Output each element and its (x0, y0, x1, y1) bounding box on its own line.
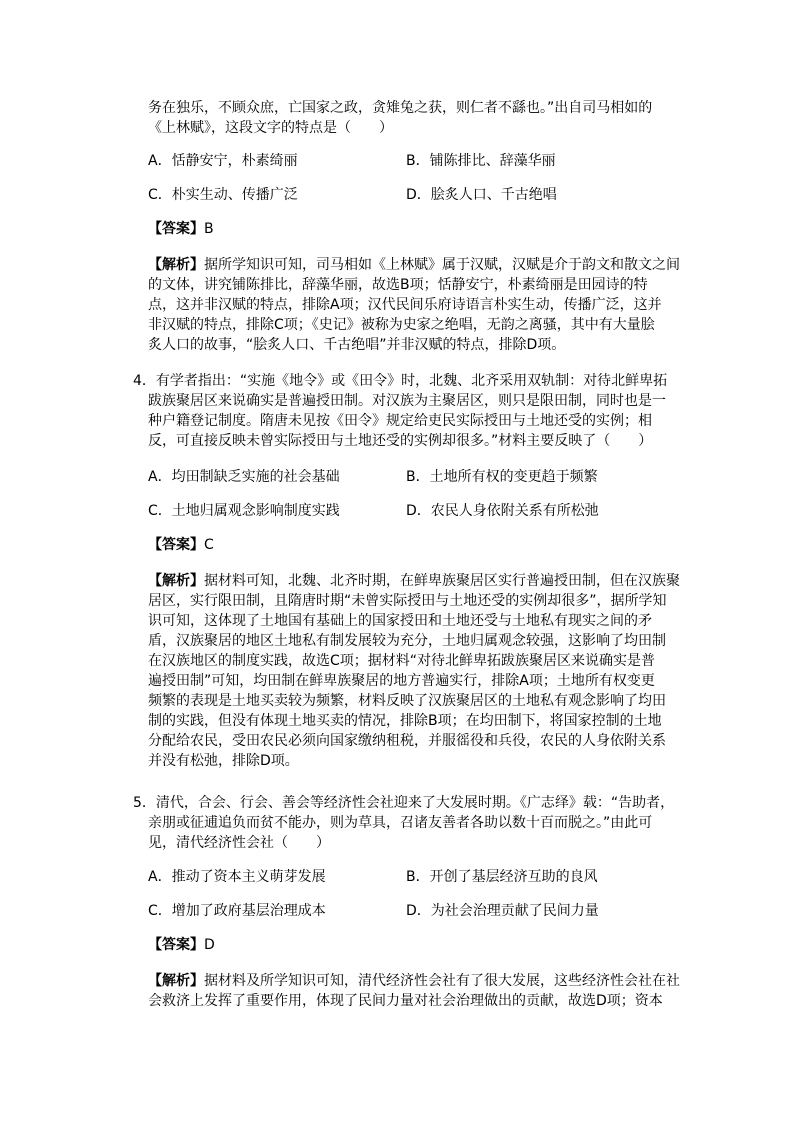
analysis-line: 居区，实行限田制，且隋唐时期“未曾实际授田与土地还受的实例却很多”，据所学知 (148, 593, 667, 609)
analysis-tag: 【解析】 (148, 257, 204, 273)
analysis-line: 点，这并非汉赋的特点，排除A项；汉代民间乐府诗语言朴实生动，传播广泛，这并 (148, 297, 662, 313)
stem-line: 种户籍登记制度。隋唐未见按《田令》规定给吏民实际授田与土地还受的实例；相 (148, 413, 652, 429)
stem-line: 跋族聚居区来说确实是普遍授田制。对汉族为主聚居区，则只是限田制，同时也是一 (148, 393, 666, 409)
analysis-line: 遍授田制”可知，均田制在鲜卑族聚居的地方普遍实行，排除A项；土地所有权变更 (148, 673, 655, 689)
analysis-line: 并没有松弛，排除D项。 (148, 753, 299, 769)
analysis-line (148, 255, 680, 275)
option-b: B．土地所有权的变更趋于频繁 (406, 469, 598, 485)
analysis-tag: 【解析】 (148, 973, 204, 989)
analysis-line: 非汉赋的特点，排除C项；《史记》被称为史家之绝唱，无韵之离骚，其中有大量脍 (148, 317, 655, 333)
option-c: C．朴实生动、传播广泛 (148, 187, 298, 203)
analysis-text: 据所学知识可知，司马相如《上林赋》属于汉赋，汉赋是介于韵文和散文之间 (204, 257, 680, 273)
option-c: C．增加了政府基层治理成本 (148, 903, 326, 919)
option-a: A．恬静安宁，朴素绮丽 (148, 153, 298, 169)
answer-value: B (204, 221, 214, 237)
analysis-line (148, 971, 680, 991)
question-5-stem: 5．清代，合会、行会、善会等经济性会社迎来了大发展时期。《广志绎》载：“告助者， (133, 795, 675, 811)
analysis-line: 识可知，这体现了土地国有基础上的国家授田和土地还受与土地私有现实之间的矛 (148, 613, 652, 629)
stem-line: 务在独乐，不顾众庶，亡国家之政，贪雉兔之获，则仁者不繇也。”出自司马相如的 (148, 100, 653, 116)
option-d: D．脍炙人口、千古绝唱 (406, 187, 557, 203)
analysis-line: 制的实践，但没有体现土地买卖的情况，排除B项；在均田制下，将国家控制的土地 (148, 713, 662, 729)
stem-line: 反，可直接反映未曾实际授田与土地还受的实例却很多。”材料主要反映了（ ） (148, 433, 653, 449)
answer-tag: 【答案】 (148, 937, 204, 953)
stem-line: 见，清代经济性会社（ ） (148, 835, 330, 851)
option-c: C．土地归属观念影响制度实践 (148, 503, 340, 519)
question-4-stem: 4．有学者指出：“实施《地令》或《田令》时，北魏、北齐采用双轨制：对待北鲜卑拓 (133, 373, 668, 389)
answer-value: D (204, 937, 215, 953)
analysis-line (148, 571, 680, 591)
option-b: B．铺陈排比、辞藻华丽 (406, 153, 556, 169)
analysis-line: 炙人口的故事，“脍炙人口、千古绝唱”并非汉赋的特点，排除D项。 (148, 337, 566, 353)
answer-tag: 【答案】 (148, 221, 204, 237)
answer-tag: 【答案】 (148, 537, 204, 553)
stem-line: 《上林赋》，这段文字的特点是（ ） (148, 120, 393, 136)
stem-line: 亲朋或征逋追负而贫不能办，则为草具，召诸友善者各助以数十百而脱之。”由此可 (148, 815, 653, 831)
option-d: D．为社会治理贡献了民间力量 (406, 903, 599, 919)
analysis-text: 据材料可知，北魏、北齐时期，在鲜卑族聚居区实行普遍授田制，但在汉族聚 (204, 573, 680, 589)
analysis-line: 盾，汉族聚居的地区土地私有制发展较为充分，土地归属观念较强，这影响了均田制 (148, 633, 666, 649)
analysis-tag: 【解析】 (148, 573, 204, 589)
answer-line (148, 935, 215, 955)
answer-value: C (204, 537, 214, 553)
analysis-line: 在汉族地区的制度实践，故选C项；据材料“对待北鲜卑拓跋族聚居区来说确实是普 (148, 653, 656, 669)
option-a: A．均田制缺乏实施的社会基础 (148, 469, 340, 485)
answer-line (148, 219, 214, 239)
option-a: A．推动了资本主义萌芽发展 (148, 869, 326, 885)
option-d: D．农民人身依附关系有所松弛 (406, 503, 599, 519)
analysis-line: 频繁的表现是土地买卖较为频繁，材料反映了汉族聚居区的土地私有观念影响了均田 (148, 693, 666, 709)
analysis-line: 分配给农民，受田农民必须向国家缴纳租税，并服徭役和兵役，农民的人身依附关系 (148, 733, 666, 749)
option-b: B．开创了基层经济互助的良风 (406, 869, 598, 885)
analysis-line: 的文体，讲究铺陈排比，辞藻华丽，故选B项；恬静安宁，朴素绮丽是田园诗的特 (148, 277, 648, 293)
analysis-text: 据材料及所学知识可知，清代经济性会社有了很大发展，这些经济性会社在社 (204, 973, 680, 989)
answer-line (148, 535, 214, 555)
analysis-line: 会救济上发挥了重要作用，体现了民间力量对社会治理做出的贡献，故选D项；资本 (148, 993, 663, 1009)
